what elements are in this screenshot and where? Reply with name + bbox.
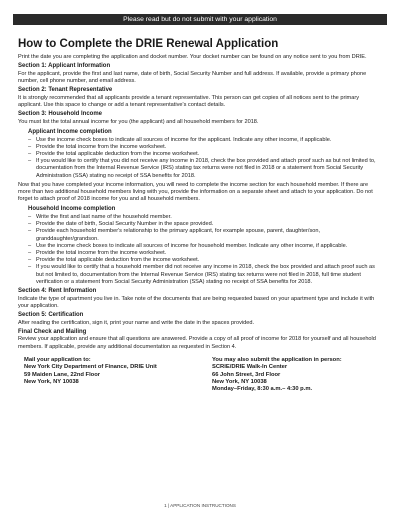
in-person-hours: Monday–Friday, 8:30 a.m.– 4:30 p.m. xyxy=(212,386,313,393)
section-5-heading: Section 5: Certification xyxy=(18,312,84,319)
list-item: – Provide the total applicable deduction from the income worksheet. xyxy=(28,151,382,158)
section-2-heading: Section 2: Tenant Representative xyxy=(18,87,113,94)
instructions-body xyxy=(18,33,382,394)
list-item: – Provide each household member's relationship to the primary applicant, for example spouse, parent, daughter/son, granddaughter/grandson. xyxy=(28,228,382,242)
final-check-heading: Final Check and Mailing xyxy=(18,328,87,335)
list-item: – Provide the total income from the income worksheet. xyxy=(28,144,382,151)
household-income-list xyxy=(28,214,382,286)
mail-line: 59 Maiden Lane, 22nd Floor xyxy=(24,371,101,378)
mail-line: New York City Department of Finance, DRIE Unit xyxy=(24,364,157,371)
list-item: – Provide the date of birth, Social Security Number in the space provided. xyxy=(28,221,382,228)
list-item: – If you would like to certify that a household member did not receive any income in 2018, check the box provided and attach proof such as but not limited to, documentation from the Internal Revenue Service (IRS) stating tax returns were not filed in 2018, full time student verification or a statement from Social Security Administration (SSA) stating no receipt of SSA benefits for 2018. xyxy=(28,264,382,286)
in-person-line: 66 John Street, 3rd Floor xyxy=(212,371,281,378)
mail-line: New York, NY 10038 xyxy=(24,379,79,386)
final-check-text: Review your application and ensure that all questions are answered. Provide a copy of all proof of income for 2018 for yourself and all household members. If applicable, provide any additional documentation as requested in Section 4. xyxy=(18,336,376,350)
mail-lead: Mail your application to: xyxy=(24,356,91,363)
section-5-text: After reading the certification, sign it, print your name and write the date in the spaces provided. xyxy=(18,319,254,326)
section-1-heading: Section 1: Applicant Information xyxy=(18,63,111,70)
page-footer: 1 | APPLICATION INSTRUCTIONS xyxy=(164,503,236,508)
page-title: How to Complete the DRIE Renewal Application xyxy=(18,38,279,50)
section-4-text: Indicate the type of apartment you live in. Take note of the documents that are being requested based on your apartment type and include it with your application. xyxy=(18,295,375,309)
top-banner: Please read but do not submit with your application xyxy=(13,14,387,25)
applicant-income-list xyxy=(28,137,382,180)
section-3-text: You must list the total annual income for you (the applicant) and all household members for 2018. xyxy=(18,118,259,125)
household-income-heading: Household Income completion xyxy=(28,206,116,213)
section-4-heading: Section 4: Rent Information xyxy=(18,288,97,295)
section-1-text: For the applicant, provide the first and last name, date of birth, Social Security Number and full address. If available, provide a primary phone number, cell phone number, and email address. xyxy=(18,70,367,84)
applicant-income-heading: Applicant Income completion xyxy=(28,129,112,135)
list-item: – Write the first and last name of the household member. xyxy=(28,214,382,221)
section-2-text: It is strongly recommended that all applicants provide a tenant representative. This person can get copies of all notices sent to the primary applicant. Use this space to change or add a tenant representative's contact details. xyxy=(18,94,359,108)
in-person-lead: You may also submit the application in person: xyxy=(212,356,342,363)
list-item: – Use the income check boxes to indicate all sources of income for household member. Indicate any other income, if applicable. xyxy=(28,243,382,250)
list-item: – Provide the total applicable deduction from the income worksheet. xyxy=(28,257,382,264)
list-item: – If you would like to certify that you did not receive any income in 2018, check the box provided and attach proof such as but not limited to, documentation from the Internal Revenue Service (IRS) stating tax returns were not filed in 2018 or a statement from Social Security Administration (SSA) stating no receipt of SSA benefits for 2018. xyxy=(28,158,382,180)
in-person-line: SCRIE/DRIE Walk-In Center xyxy=(212,364,288,371)
submission-info xyxy=(18,357,382,394)
intro-text: Print the date you are completing the application and docket number. Your docket number can be found on any notice sent to you from DRIE. xyxy=(18,54,367,60)
mail-address-block xyxy=(24,357,194,394)
in-person-line: New York, NY 10038 xyxy=(212,379,267,386)
list-item: – Use the income check boxes to indicate all sources of income for the applicant. Indicate any other income, if applicable. xyxy=(28,137,382,144)
list-item: – Provide the total income from the income worksheet. xyxy=(28,250,382,257)
section-3-heading: Section 3: Household Income xyxy=(18,111,103,118)
in-person-block xyxy=(212,357,382,394)
household-transition-text: Now that you have completed your income information, you will need to complete the income section for each household member. If there are more than two additional household members living with you, provide the information on a separate sheet and attach to your application. Do not forget to attach proof of 2018 income for you and all household members. xyxy=(18,181,373,203)
